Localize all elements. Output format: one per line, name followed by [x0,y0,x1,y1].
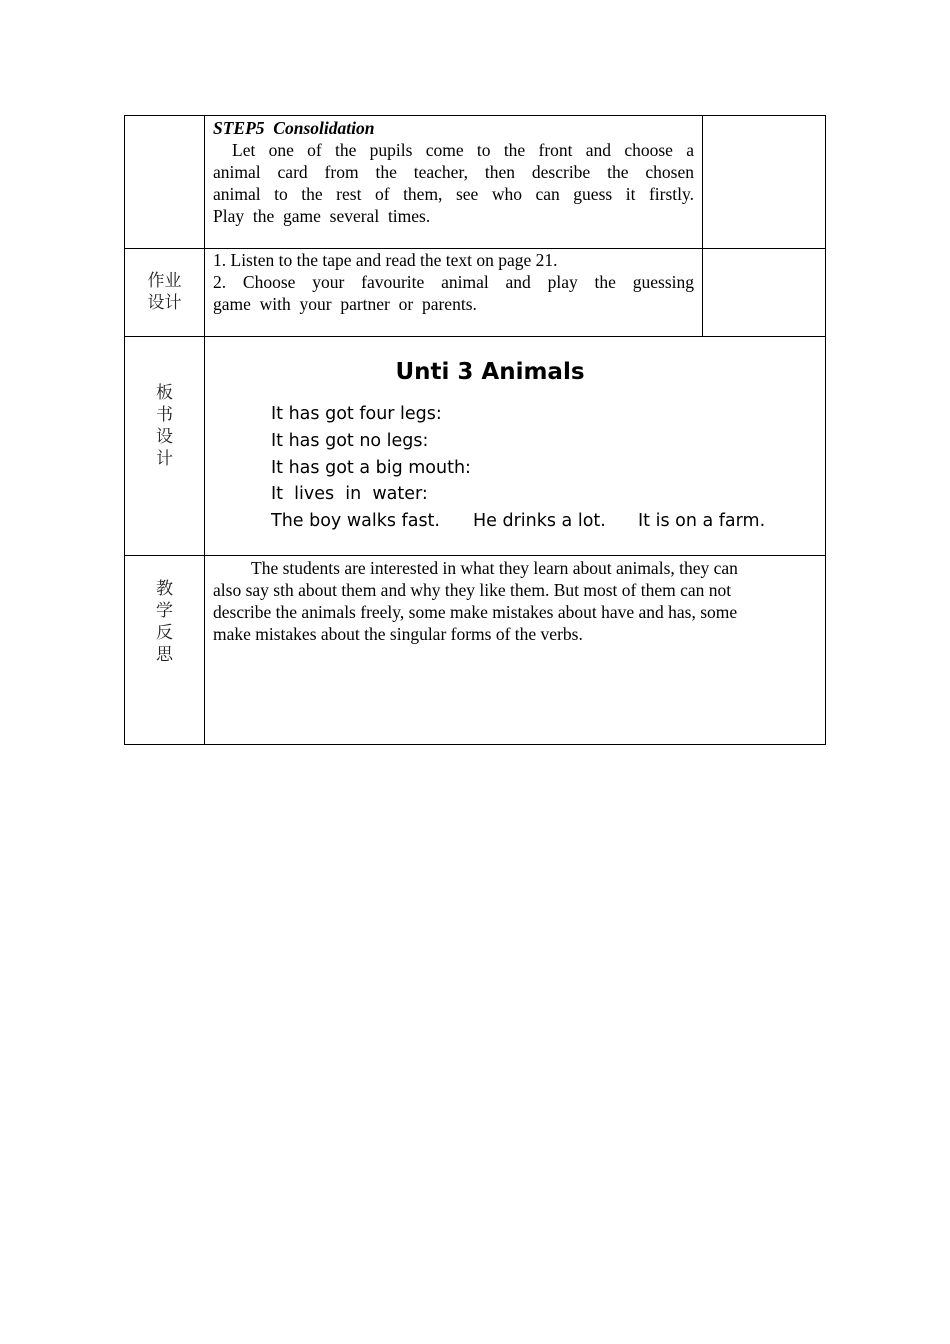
step5-cell [213,117,694,227]
board-example-3: It is on a farm. [638,511,766,531]
board-label-char-4: 计 [156,449,173,469]
reflection-label-char-2: 学 [156,601,173,621]
board-title: Unti 3 Animals [395,359,585,385]
reflection-line-3: describe the animals freely, some make mistakes about have and has, some [213,602,738,622]
step5-line-3: animal to the rest of them, see who can guess it firstly. [213,184,694,204]
reflection-cell [213,557,817,645]
step5-line-4: Play the game several times. [213,206,431,226]
board-example-2: He drinks a lot. [473,511,606,531]
table-right-border [825,115,826,745]
homework-label-line-1: 作业 [147,271,182,291]
reflection-label [124,578,205,666]
board-label-char-1: 板 [156,383,173,403]
board-label-char-2: 书 [156,405,173,425]
homework-line-3: game with your partner or parents. [213,294,477,314]
reflection-label-char-3: 反 [156,623,173,643]
board-label [124,382,205,470]
notes-column-divider [702,115,703,337]
reflection-line-2: also say sth about them and why they like them. But most of them can not [213,580,732,600]
row-divider-3 [124,555,826,556]
step5-heading: STEP5 Consolidation [213,118,375,138]
table-bottom-border [124,744,826,745]
board-line-1: It has got four legs: [271,404,442,424]
board-example-1: The boy walks fast. [271,511,440,531]
step5-line-1: Let one of the pupils come to the front and choose a [232,140,694,160]
reflection-label-char-1: 教 [156,579,173,599]
homework-line-1: 1. Listen to the tape and read the text on page 21. [213,250,558,270]
homework-cell [213,249,694,315]
reflection-label-char-4: 思 [156,645,173,665]
table-top-border [124,115,826,116]
row-divider-2 [124,336,826,337]
homework-line-2: 2. Choose your favourite animal and play the guessing [213,272,694,292]
homework-label [124,270,205,314]
reflection-line-4: make mistakes about the singular forms of the verbs. [213,624,583,644]
board-line-4: It lives in water: [271,484,428,504]
board-line-2: It has got no legs: [271,431,429,451]
step5-line-2: animal card from the teacher, then describe the chosen [213,162,694,182]
board-line-3: It has got a big mouth: [271,458,471,478]
reflection-line-1: The students are interested in what they learn about animals, they can [251,558,738,578]
board-label-char-3: 设 [156,427,173,447]
homework-label-line-2: 设计 [147,293,182,313]
